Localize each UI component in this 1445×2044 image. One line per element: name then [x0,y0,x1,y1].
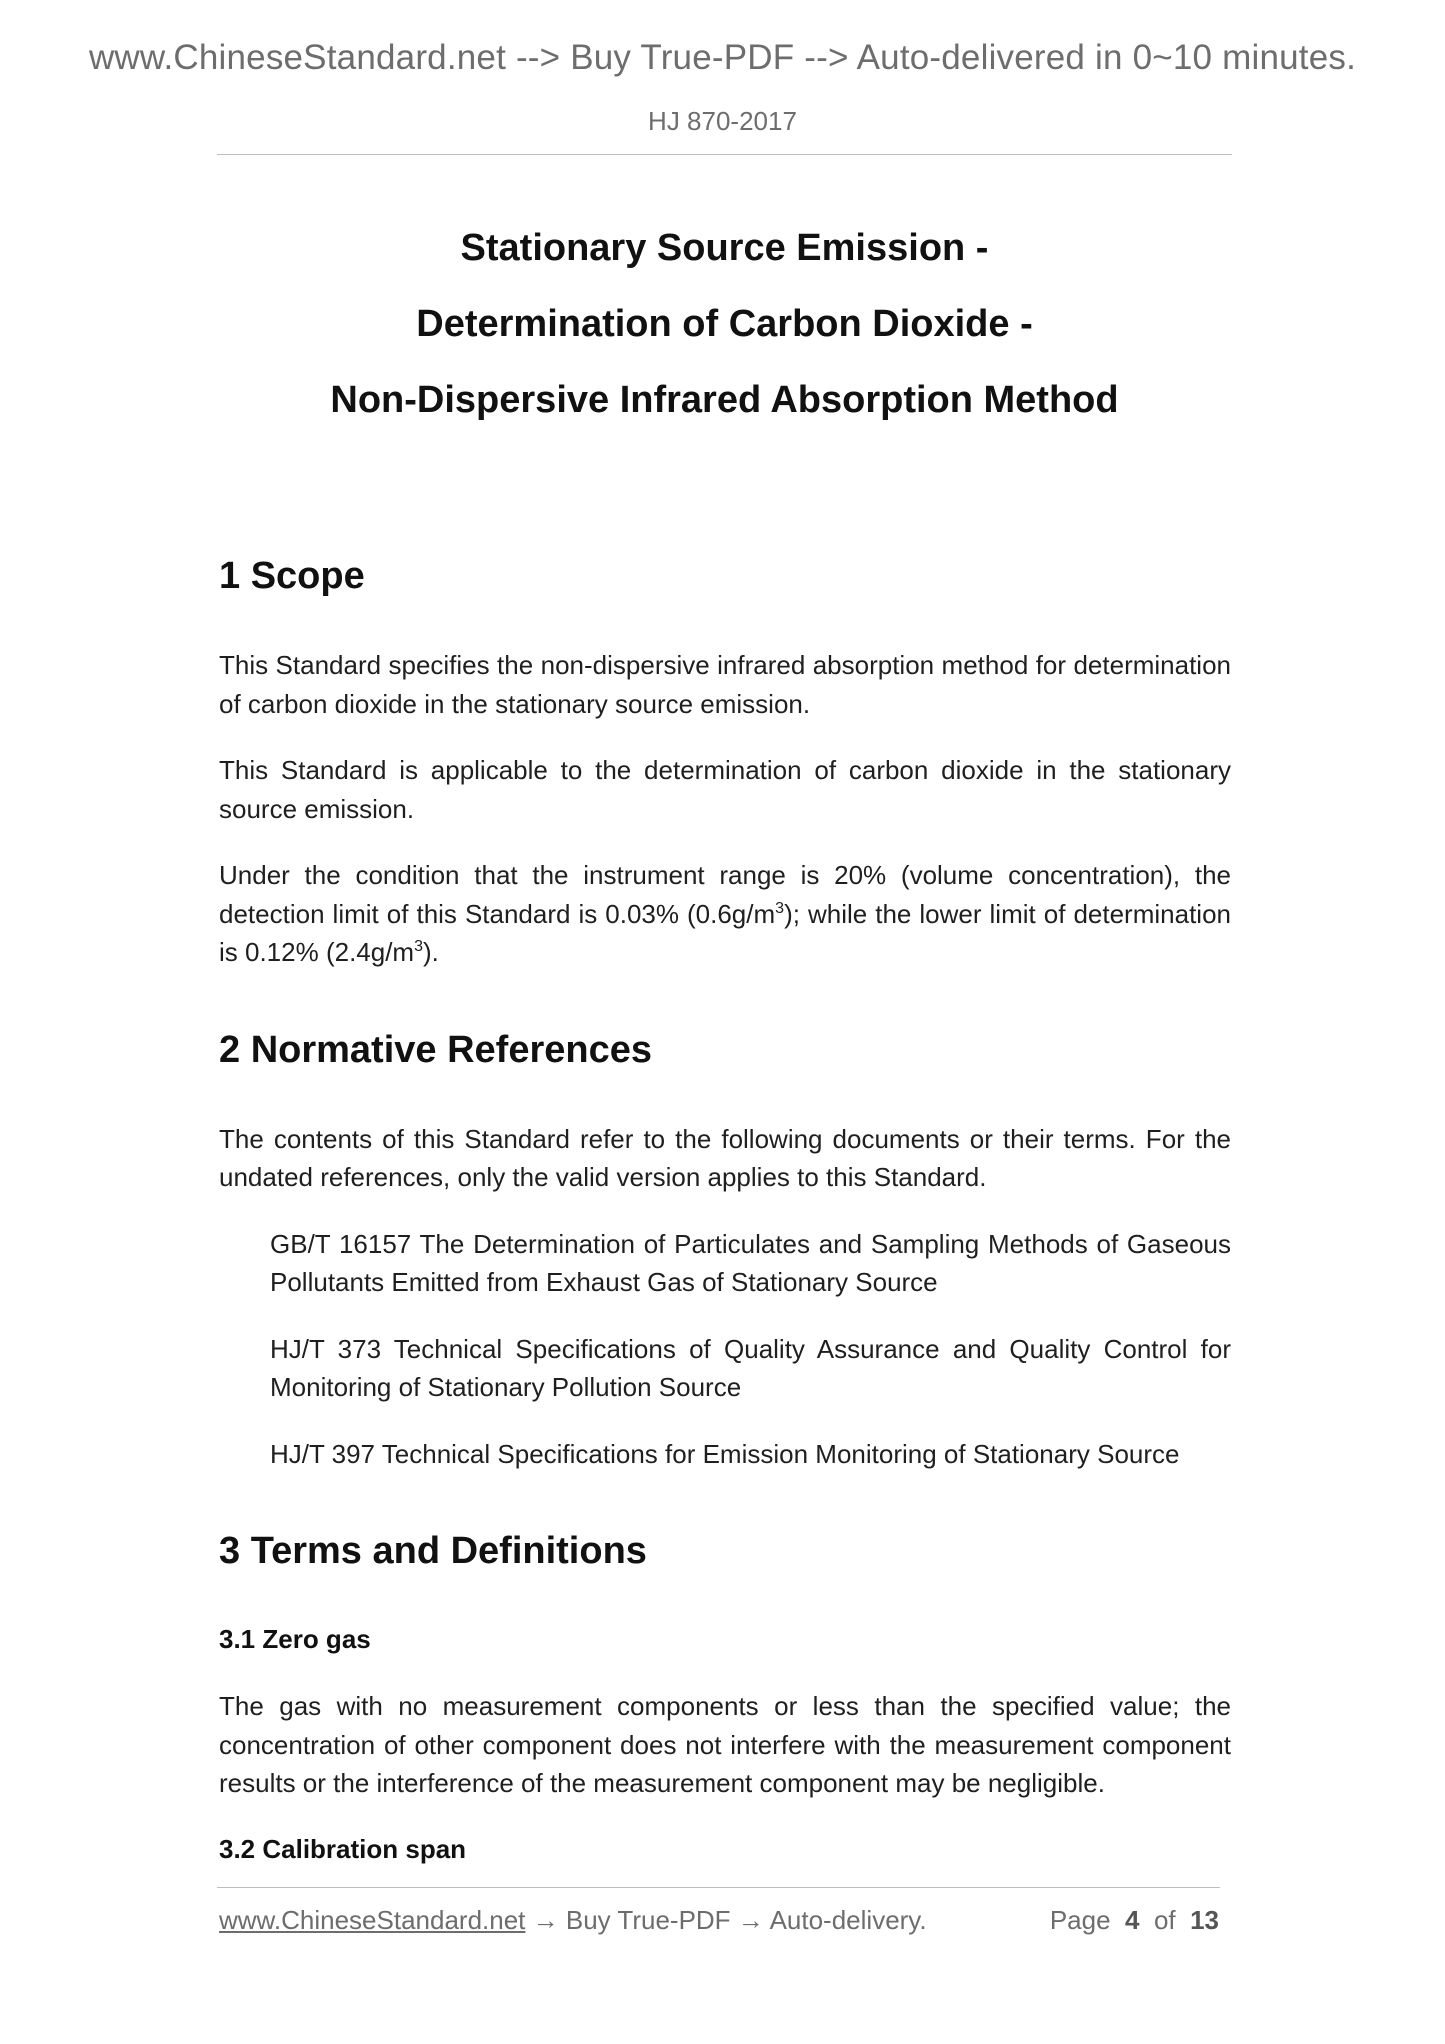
document-title [217,210,1232,438]
scope-paragraph-1: This Standard specifies the non-dispersive infrared absorption method for determination of carbon dioxide in the stationary source emission. [219,650,1231,719]
page-total: 13 [1190,1905,1219,1935]
section-3-heading: 3 Terms and Definitions [219,1530,647,1572]
header-divider [217,154,1232,155]
standard-code: HJ 870-2017 [648,106,797,136]
title-line-1: Stationary Source Emission - [460,227,989,269]
title-line-2: Determination of Carbon Dioxide - [416,303,1033,345]
scope-paragraph-2: This Standard is applicable to the determination of carbon dioxide in the stationary source emission. [219,755,1231,824]
of-label: of [1153,1905,1176,1935]
reference-item: GB/T 16157 The Determination of Particulates and Sampling Methods of Gaseous Pollutants Emitted from Exhaust Gas of Stationary Source [270,1228,1231,1297]
page-label: Page [1049,1905,1111,1935]
zero-gas-definition: The gas with no measurement components or less than the specified value; the concentration of other component does not interfere with the measurement component results or the interference of the measurement component may be negligible. [219,1691,1231,1798]
section-1-heading: 1 Scope [219,555,365,597]
footer-divider [217,1887,1220,1888]
subsection-3-1-heading: 3.1 Zero gas [219,1624,371,1654]
subsection-3-2-heading: 3.2 Calibration span [219,1833,467,1864]
footer-website-link[interactable]: www.ChineseStandard.net [219,1905,526,1935]
references-intro: The contents of this Standard refer to the following documents or their terms. For the undated references, only the valid version applies to this Standard. [219,1123,1231,1192]
scope-p3-part-a: Under the condition that the instrument range is 20% (volume concentration), the detection limit of this Standard is 0.03% (0.6g/m [219,860,1231,929]
superscript-3: 3 [775,899,785,917]
footer-promo [219,1905,927,1936]
scope-p3-part-b: ); while the lower limit of determination is 0.12% (2.4g/m [219,898,1231,967]
reference-item: HJ/T 373 Technical Specifications of Quality Assurance and Quality Control for Monitoring of Stationary Pollution Source [270,1333,1231,1402]
superscript-3: 3 [414,938,423,955]
footer-promo-text: → Buy True-PDF → Auto-delivery. [525,1905,927,1935]
reference-item: HJ/T 397 Technical Specifications for Emission Monitoring of Stationary Source [270,1438,1180,1469]
scope-p3-part-c: ). [423,937,439,967]
page-indicator [1050,1905,1219,1936]
page-number: 4 [1125,1905,1140,1935]
top-banner: www.ChineseStandard.net --> Buy True-PDF --> Auto-delivered in 0~10 minutes. [88,38,1357,77]
document-body [219,550,1231,1897]
scope-paragraph-3 [219,856,1231,972]
section-2-heading: 2 Normative References [219,1028,652,1071]
title-line-3: Non-Dispersive Infrared Absorption Method [330,379,1119,421]
